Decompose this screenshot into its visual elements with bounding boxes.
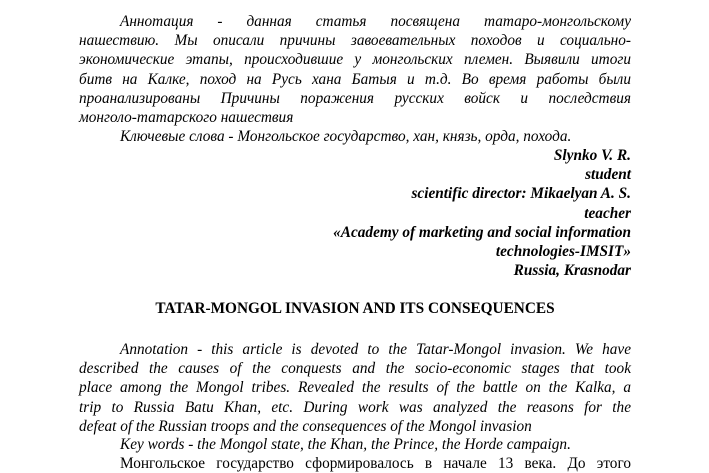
organization-line-1: «Academy of marketing and social information — [333, 223, 631, 241]
en-keywords-text: Key words - the Mongol state, the Khan, the Prince, the Horde campaign. — [120, 436, 571, 453]
ru-annotation-line: проанализированы Причины поражения русских войск и последствия — [79, 89, 631, 107]
ru-keywords — [79, 127, 631, 146]
ru-annotation-line: нашествию. Мы описали причины завоевательных походов и социально- — [79, 32, 631, 50]
author-block — [79, 146, 631, 280]
director-role: teacher — [584, 204, 631, 222]
ru-annotation-line: битв на Калке, поход на Русь хана Батыя и т.д. Во время работы были — [79, 70, 631, 88]
en-annotation-line: described the causes of the conquests and the socio-economic stages that took — [79, 360, 631, 378]
location: Russia, Krasnodar — [513, 262, 631, 280]
en-keywords — [79, 435, 631, 454]
ru-keywords-text: Ключевые слова - Монгольское государство, хан, князь, орда, похода. — [120, 128, 572, 145]
ru-annotation — [79, 12, 631, 127]
ru-annotation-line: экономические этапы, происходившие у монгольских племен. Выявили итоги — [79, 51, 631, 69]
body-line: Монгольское государство сформировалось в начале 13 века. До этого — [120, 455, 631, 472]
author-name: Slynko V. R. — [553, 147, 631, 164]
en-annotation-line: Annotation - this article is devoted to the Tatar-Mongol invasion. We have — [120, 341, 631, 358]
author-role: student — [585, 166, 631, 184]
scientific-director: scientific director: Mikaelyan A. S. — [411, 185, 631, 203]
article-title-wrap — [79, 300, 631, 318]
ru-annotation-line: Аннотация - данная статья посвящена татаро-монгольскому — [120, 13, 631, 30]
ru-annotation-line: монголо-татарского нашествия — [79, 109, 294, 127]
en-annotation-line: defeat of the Russian troops and the consequences of the Mongol invasion — [79, 417, 532, 435]
en-annotation — [79, 340, 631, 436]
en-annotation-line: place among the Mongol tribes. Revealed the results of the battle on the Kalka, a — [79, 379, 631, 397]
organization-line-2: technologies-IMSIT» — [495, 243, 631, 261]
body-text — [79, 454, 631, 473]
en-annotation-line: trip to Russia Batu Khan, etc. During work was analyzed the reasons for the — [79, 398, 631, 416]
article-title: TATAR-MONGOL INVASION AND ITS CONSEQUENCES — [155, 300, 555, 317]
